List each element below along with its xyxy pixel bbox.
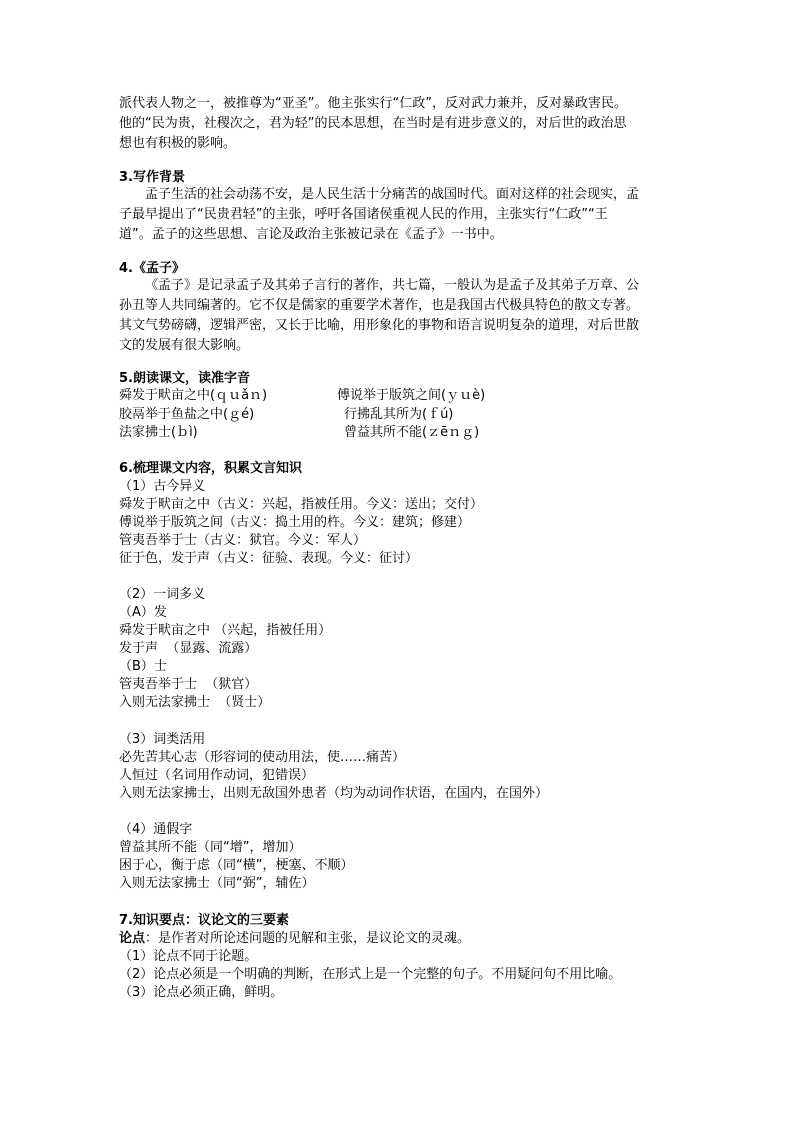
section-6-line: 管夷吾举于士（古义：狱官。今义：军人） [119,533,367,548]
section-7-heading: 7.知识要点：议论文的三要素 [119,913,289,928]
section-6-line: （B）士 [119,659,167,674]
section-6-line: 困于心，衡于虑（同“横”，梗塞、不顺） [119,858,354,873]
section-7-line: （1）论点不同于论题。 [119,949,258,964]
section-4-line-1: 《孟子》是记录孟子及其弟子言行的著作，共七篇，一般认为是孟子及其弟子万章、公 [145,278,640,293]
section-7-line: （2）论点必须是一个明确的判断，在形式上是一个完整的句子。不用疑问句不用比喻。 [119,967,622,982]
section-6-line: 入则无法家拂士（同“弼”，辅佐） [119,876,315,891]
section-6-line: （4）通假字 [119,822,193,837]
section-3-line-3: 道”。孟子的这些思想、言论及政治主张被记录在《孟子》一书中。 [119,227,503,242]
section-6-line: （2）一词多义 [119,587,206,602]
pronunciation-left-3: 法家拂士(ｂì) [119,425,198,440]
thesis-definition [119,930,470,948]
section-6-line: 入则无法家拂士 （贤士） [119,695,271,710]
section-6-line: （3）词类活用 [119,732,206,747]
section-6-line: 人恒过（名词用作动词，犯错误） [119,768,315,783]
section-3-heading: 3.写作背景 [119,170,185,185]
section-4-line-3: 其文气势磅礴，逻辑严密，又长于比喻，用形象化的事物和语言说明复杂的道理，对后世散 [119,318,640,333]
section-6-line: 曾益其所不能（同“增”，增加） [119,840,302,855]
pronunciation-right-3: 曾益其所不能(ｚēｎｇ) [344,425,480,440]
section-5-heading: 5.朗读课文，读准字音 [119,371,250,386]
section-3-line-1: 孟子生活的社会动荡不安，是人民生活十分痛苦的战国时代。面对这样的社会现实，孟 [145,187,640,202]
intro-line-3: 想也有积极的影响。 [119,136,237,151]
thesis-definition-text: ：是作者对所论述问题的见解和主张，是议论文的灵魂。 [145,931,471,946]
pronunciation-right-2: 行拂乱其所为(ｆú) [344,407,454,422]
section-6-line: 发于声 （显露、流露） [119,641,258,656]
section-6-line: （A）发 [119,605,167,620]
section-6-line: 必先苦其心志（形容词的使动用法，使……痛苦） [119,750,406,765]
section-4-line-2: 孙丑等人共同编著的。它不仅是儒家的重要学术著作，也是我国古代极具特色的散文专著。 [119,298,640,313]
section-6-line: 征于色，发于声（古义：征验、表现。今义：征讨） [119,551,419,566]
intro-line-1: 派代表人物之一，被推尊为“亚圣”。他主张实行“仁政”，反对武力兼并，反对暴政害民。 [119,96,627,111]
intro-line-2: 他的“民为贵，社稷次之，君为轻”的民本思想，在当时是有进步意义的，对后世的政治思 [119,116,627,131]
section-6-line: （1）古今异义 [119,479,206,494]
section-6-line: 舜发于畎亩之中 （兴起，指被任用） [119,623,332,638]
pronunciation-left-1: 舜发于畎亩之中(ｑｕǎｎ) [119,388,268,403]
section-4-heading: 4.《孟子》 [119,261,185,276]
section-6-line: 入则无法家拂士，出则无敌国外患者（均为动词作状语，在国内，在国外） [119,786,549,801]
section-6-heading: 6.梳理课文内容，积累文言知识 [119,461,302,476]
section-3-line-2: 子最早提出了“民贵君轻”的主张，呼吁各国诸侯重视人民的作用，主张实行“仁政”“王 [119,207,608,222]
section-7-line: （3）论点必须正确，鲜明。 [119,985,284,1000]
pronunciation-right-1: 傅说举于版筑之间(ｙｕè) [337,388,486,403]
section-4-line-4: 文的发展有很大影响。 [119,338,250,353]
section-6-line: 傅说举于版筑之间（古义：捣土用的杵。今义：建筑；修建） [119,515,471,530]
section-6-line: 管夷吾举于士 （狱官） [119,677,258,692]
thesis-term: 论点 [119,931,146,946]
section-6-line: 舜发于畎亩之中（古义：兴起，指被任用。今义：送出；交付） [119,497,484,512]
pronunciation-left-2: 胶鬲举于鱼盐之中(ｇé) [119,407,255,422]
